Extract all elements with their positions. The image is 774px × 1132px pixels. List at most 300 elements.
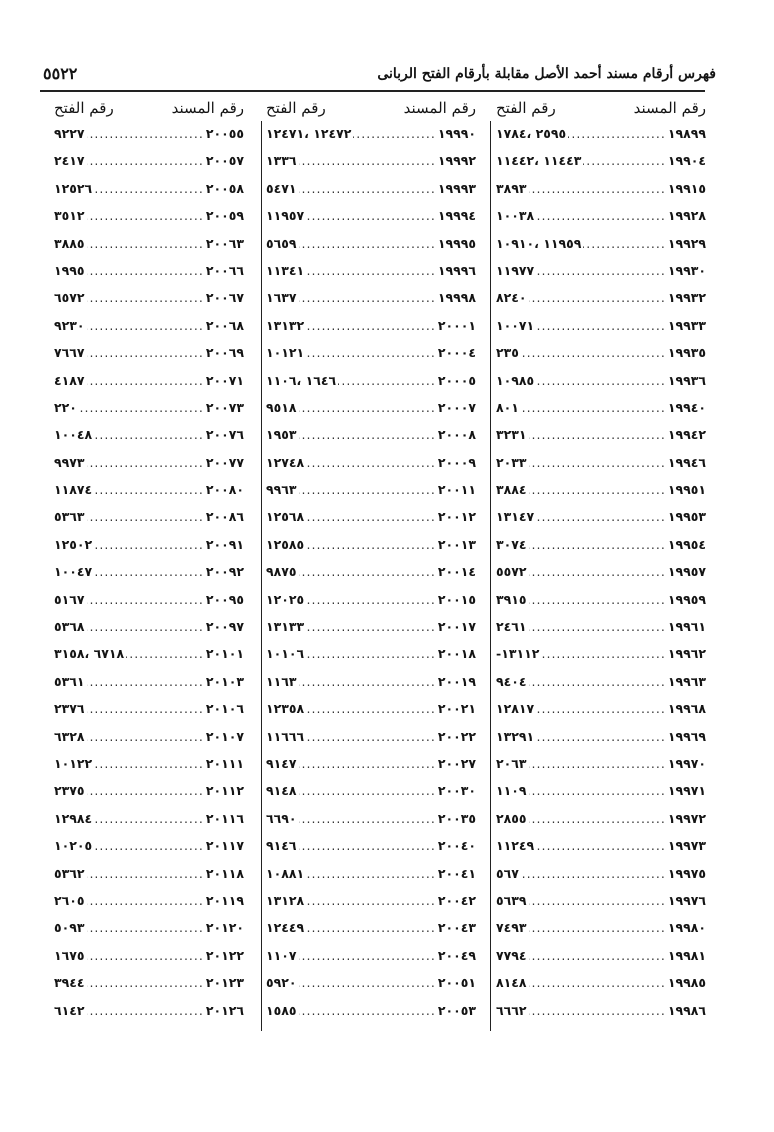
fath-number: ١١٩٧٧ [496,262,535,278]
musnad-number: ٢٠٠٩٧ [205,619,244,635]
fath-number: ٤١٨٧ [54,372,85,388]
dot-leader [87,367,204,394]
musnad-number: ٢٠٠٦٨ [205,317,244,333]
musnad-number: ١٩٩٨٥ [667,975,706,991]
index-row [54,312,244,339]
dot-leader [529,668,666,695]
index-row [496,230,706,257]
index-row [266,777,476,804]
fath-number: ١١٩٥٧ [266,208,305,224]
index-row [54,339,244,366]
dot-leader [87,147,204,174]
musnad-number: ١٩٩٩٤ [437,208,476,224]
dot-leader [299,476,436,503]
musnad-number: ١٩٩٠٤ [667,153,706,169]
fath-number: ٥٠٩٣ [54,920,85,936]
musnad-number: ١٩٩٤٦ [667,454,706,470]
musnad-number: ٢٠٠١٣ [437,536,476,552]
index-row [266,613,476,640]
fath-number: ١٠٠٧١ [496,317,535,333]
index-row [496,394,706,421]
index-row [266,558,476,585]
musnad-number: ٢٠٠٢٢ [437,728,476,744]
dot-leader [536,367,666,394]
fath-number: ١٦٤٦ ،١١٠٦ [266,372,337,388]
index-row [54,695,244,722]
fath-number: ١٩٩٥ [54,262,85,278]
musnad-number: ٢٠٠٥٨ [205,180,244,196]
index-row [266,421,476,448]
musnad-number: ١٩٩٩٠ [437,126,476,141]
fath-number: ٢٠٣٣ [496,454,527,470]
fath-number: ١١٦٦٦ [266,728,305,744]
index-row [266,394,476,421]
fath-number: ٩١٤٧ [266,755,297,771]
dot-leader [568,120,666,147]
musnad-number: ٢٠٠٩١ [205,536,244,552]
musnad-number: ٢٠٠١٨ [437,646,476,662]
index-row [266,997,476,1024]
dot-leader [87,777,204,804]
fath-number: ١٣١٢٨ [266,892,305,908]
fath-number: ١٢٠٢٥ [266,591,305,607]
index-row [496,613,706,640]
fath-number: ١٢٥٨٥ [266,536,305,552]
fath-number: ٨١٤٨ [496,975,527,991]
fath-number: ٢٤١٧ [54,153,85,169]
fath-number: ٦٥٧٢ [54,290,85,306]
fath-number: ٧٦٦٧ [54,345,85,361]
dot-leader [536,832,666,859]
index-row [54,394,244,421]
fath-number: ٩٩٦٣ [266,482,297,498]
index-row [496,695,706,722]
musnad-number: ٢٠٠٣٠ [437,783,476,799]
musnad-number: ٢٠٠١٧ [437,619,476,635]
dot-leader [529,586,666,613]
dot-leader [87,257,204,284]
dot-leader [306,449,436,476]
dot-leader [299,558,436,585]
musnad-number: ٢٠٠٤٣ [437,920,476,936]
musnad-number: ٢٠٠٧١ [205,372,244,388]
dot-leader [521,860,666,887]
fath-number: ٩٤٠٤ [496,673,527,689]
dot-leader [87,997,204,1024]
header-musnad-label: رقم المسند [403,99,476,117]
musnad-number: ٢٠١٠١ [205,646,244,662]
index-row [54,367,244,394]
index-row [266,668,476,695]
index-row [496,120,706,147]
dot-leader [536,202,666,229]
dot-leader [94,175,204,202]
fath-number: ٥٣٦٢ [54,865,85,881]
fath-number: ١٣١١٢- [496,646,540,662]
index-row [54,969,244,996]
dot-leader [306,695,436,722]
fath-number: ٦٦٦٢ [496,1002,527,1018]
musnad-number: ٢٠٠٢٧ [437,755,476,771]
dot-leader [306,257,436,284]
musnad-number: ١٩٩٦٢ [667,646,706,662]
dot-leader [94,805,204,832]
musnad-number: ١٩٩٢٩ [667,235,706,251]
fath-number: ١٠٢٠٥ [54,838,93,854]
fath-number: ٥٣٦٨ [54,619,85,635]
dot-leader [87,668,204,695]
dot-leader [299,668,436,695]
musnad-number: ٢٠٠٠٧ [437,399,476,415]
fath-number: ١٢٩٨٤ [54,810,93,826]
dot-leader [94,476,204,503]
dot-leader [299,777,436,804]
index-row [496,531,706,558]
dot-leader [87,695,204,722]
musnad-number: ١٩٩٨٠ [667,920,706,936]
index-row [266,230,476,257]
musnad-number: ١٩٩١٥ [667,180,706,196]
fath-number: ٢٣٥ [496,345,519,361]
musnad-number: ٢٠٠١٥ [437,591,476,607]
musnad-number: ٢٠٠٠١ [437,317,476,333]
musnad-number: ١٩٩٧٢ [667,810,706,826]
dot-leader [299,750,436,777]
musnad-number: ٢٠١١٧ [205,838,244,854]
fath-number: ١١٣٤١ [266,262,305,278]
fath-number: ١٢٥٠٢ [54,536,93,552]
index-row [496,147,706,174]
musnad-number: ١٩٩٧٠ [667,755,706,771]
fath-number: ١٣٣٦ [266,153,297,169]
index-row [54,860,244,887]
dot-leader [94,531,204,558]
musnad-number: ٢٠٠٤٩ [437,947,476,963]
musnad-number: ١٩٩٩٢ [437,153,476,169]
fath-number: ٢٠٦٣ [496,755,527,771]
index-row [266,750,476,777]
dot-leader [87,887,204,914]
fath-number: ٢٣٧٥ [54,783,85,799]
dot-leader [306,887,436,914]
dot-leader [306,312,436,339]
index-row [496,750,706,777]
index-row [54,805,244,832]
dot-leader [338,367,436,394]
fath-number: ٩٢٢٧ [54,126,85,141]
dot-leader [87,723,204,750]
dot-leader [536,312,666,339]
index-row [54,257,244,284]
fath-number: ٣٥١٢ [54,208,85,224]
fath-number: ٩٢٣٠ [54,317,85,333]
index-row [496,284,706,311]
index-row [266,860,476,887]
dot-leader [583,147,665,174]
fath-number: ٣٢٣١ [496,427,527,443]
index-row [496,175,706,202]
musnad-number: ٢٠١٢٦ [205,1002,244,1018]
dot-leader [306,613,436,640]
musnad-number: ٢٠٠٤٢ [437,892,476,908]
musnad-number: ٢٠٠٣٥ [437,810,476,826]
musnad-number: ٢٠٠١٢ [437,509,476,525]
musnad-number: ٢٠١١٦ [205,810,244,826]
index-row [54,887,244,914]
dot-leader [306,339,436,366]
fath-number: ٦٦٩٠ [266,810,297,826]
musnad-number: ١٩٩٣٢ [667,290,706,306]
fath-number: ١١٢٤٩ [496,838,535,854]
dot-leader [521,339,666,366]
musnad-number: ٢٠١٢٠ [205,920,244,936]
dot-leader [306,914,436,941]
dot-leader [87,586,204,613]
index-row [54,832,244,859]
header-rule [40,90,705,92]
musnad-number: ١٩٩٨٦ [667,1002,706,1018]
musnad-number: ٢٠٠١٩ [437,673,476,689]
fath-number: ٢٨٥٥ [496,810,527,826]
index-row [266,503,476,530]
fath-number: ١١٨٧٤ [54,482,93,498]
fath-number: ٩٥١٨ [266,399,297,415]
header-musnad-label: رقم المسند [171,99,244,117]
musnad-number: ٢٠٠٦٦ [205,262,244,278]
index-row [54,421,244,448]
musnad-number: ١٩٩٥٩ [667,591,706,607]
musnad-number: ٢٠٠١٤ [437,564,476,580]
fath-number: ١١٦٣ [266,673,297,689]
index-row [266,914,476,941]
musnad-number: ١٩٩٥٣ [667,509,706,525]
fath-number: ١١٤٤٣ ،١١٤٤٢ [496,153,582,169]
musnad-number: ١٩٩٢٨ [667,208,706,224]
musnad-number: ٢٠٠٨٠ [205,482,244,498]
dot-leader [529,750,666,777]
fath-number: ١٦٧٥ [54,947,85,963]
dot-leader [306,586,436,613]
musnad-number: ١٩٩٦١ [667,619,706,635]
fath-number: ١٠٩٨٥ [496,372,535,388]
musnad-number: ١٩٩٦٨ [667,701,706,717]
dot-leader [529,449,666,476]
dot-leader [306,503,436,530]
index-row [496,421,706,448]
fath-number: ٢٣٧٦ [54,701,85,717]
fath-number: ٩١٤٦ [266,838,297,854]
index-column-1 [496,96,706,1024]
fath-number: ١٢٥٢٦ [54,180,93,196]
musnad-number: ٢٠٠٩٥ [205,591,244,607]
index-row [54,503,244,530]
dot-leader [536,257,666,284]
dot-leader [87,860,204,887]
musnad-number: ١٩٩٣٣ [667,317,706,333]
index-row [496,805,706,832]
musnad-number: ١٩٩٧٦ [667,892,706,908]
fath-number: ٥٦٣٩ [496,892,527,908]
fath-number: ١٠٠٣٨ [496,208,535,224]
index-row [496,997,706,1024]
fath-number: ١٢٧٤٨ [266,454,305,470]
index-column-3 [54,96,244,1024]
index-row [54,230,244,257]
musnad-number: ١٩٩٥٧ [667,564,706,580]
dot-leader [299,805,436,832]
dot-leader [529,175,666,202]
dot-leader [87,339,204,366]
musnad-number: ٢٠١١١ [205,755,244,771]
fath-number: ١٣١٣٢ [266,317,305,333]
index-row [54,914,244,941]
index-row [496,449,706,476]
index-row [266,367,476,394]
index-row [496,860,706,887]
index-row [266,449,476,476]
index-row [266,695,476,722]
musnad-number: ٢٠٠٥٥ [205,126,244,141]
index-row [266,284,476,311]
index-row [54,531,244,558]
index-row [496,558,706,585]
fath-number: ١٠٠٤٨ [54,427,93,443]
musnad-number: ٢٠١٢٢ [205,947,244,963]
musnad-number: ١٩٩٩٣ [437,180,476,196]
musnad-number: ١٩٩٩٦ [437,262,476,278]
fath-number: ١٠١٢٢ [54,755,93,771]
fath-number: ١٦٣٧ [266,290,297,306]
musnad-number: ٢٠٠٦٩ [205,345,244,361]
fath-number: ١٠٠٤٧ [54,564,93,580]
fath-number: ٨٠١ [496,399,519,415]
dot-leader [536,695,666,722]
fath-number: ٩١٤٨ [266,783,297,799]
index-row [54,202,244,229]
index-row [54,147,244,174]
fath-number: ٥٣٦١ [54,673,85,689]
index-row [54,120,244,147]
fath-number: ٣٩١٥ [496,591,527,607]
dot-leader [299,175,436,202]
musnad-number: ٢٠٠٨٦ [205,509,244,525]
index-row [496,942,706,969]
index-row [266,969,476,996]
header-fath-label: رقم الفتح [54,99,114,117]
fath-number: ١٢٤٤٩ [266,920,305,936]
dot-leader [94,421,204,448]
fath-number: ٦٣٢٨ [54,728,85,744]
fath-number: ٨٢٤٠ [496,290,527,306]
musnad-number: ١٩٩٤٢ [667,427,706,443]
index-row [496,476,706,503]
fath-number: ٥٥٧٢ [496,564,527,580]
dot-leader [87,230,204,257]
musnad-number: ٢٠٠٧٧ [205,454,244,470]
index-row [54,558,244,585]
dot-leader [529,777,666,804]
index-row [54,284,244,311]
fath-number: ١١٠٧ [266,947,297,963]
index-row [266,805,476,832]
fath-number: ٣٨٨٤ [496,482,527,498]
musnad-number: ١٩٩٥٤ [667,536,706,552]
musnad-number: ٢٠٠٦٣ [205,235,244,251]
fath-number: ٣٠٧٤ [496,536,527,552]
index-row [266,312,476,339]
index-row [266,202,476,229]
fath-number: ٩٨٧٥ [266,564,297,580]
musnad-number: ٢٠٠٤١ [437,865,476,881]
dot-leader [583,230,665,257]
fath-number: ١٣١٣٣ [266,619,305,635]
fath-number: ٢٤٦١ [496,619,527,635]
fath-number: ٥٤٧١ [266,180,297,196]
dot-leader [536,503,666,530]
index-row [54,750,244,777]
dot-leader [529,887,666,914]
index-row [496,339,706,366]
dot-leader [529,613,666,640]
index-row [266,339,476,366]
dot-leader [529,476,666,503]
dot-leader [306,531,436,558]
dot-leader [299,284,436,311]
dot-leader [87,503,204,530]
fath-number: ١٣٢٩١ [496,728,535,744]
fath-number: ١٠٨٨١ [266,865,305,881]
fath-number: ٥٦٧ [496,865,519,881]
musnad-number: ٢٠١٠٦ [205,701,244,717]
musnad-number: ١٩٩٣٥ [667,345,706,361]
index-row [266,175,476,202]
musnad-number: ١٩٩٧١ [667,783,706,799]
index-row [496,969,706,996]
index-row [54,723,244,750]
musnad-number: ٢٠٠٥٣ [437,1002,476,1018]
dot-leader [126,640,204,667]
musnad-number: ١٩٩٧٣ [667,838,706,854]
musnad-number: ٢٠٠٥٩ [205,208,244,224]
dot-leader [529,969,666,996]
musnad-number: ٢٠١١٢ [205,783,244,799]
fath-number: ٥٣٦٣ [54,509,85,525]
fath-number: ١١٩٥٩ ،١٠٩١٠ [496,235,582,251]
index-row [266,531,476,558]
dot-leader [87,202,204,229]
musnad-number: ٢٠٠٤٠ [437,838,476,854]
musnad-number: ١٩٩٥١ [667,482,706,498]
musnad-number: ٢٠٠١١ [437,482,476,498]
fath-number: ١٩٥٣ [266,427,297,443]
dot-leader [87,942,204,969]
musnad-number: ١٩٨٩٩ [667,126,706,141]
index-row [54,668,244,695]
dot-leader [299,997,436,1024]
index-row [496,723,706,750]
fath-number: ٧٤٩٣ [496,920,527,936]
dot-leader [94,750,204,777]
fath-number: ٥٩٢٠ [266,975,297,991]
dot-leader [299,942,436,969]
dot-leader [353,120,435,147]
fath-number: ٥٦٥٩ [266,235,297,251]
dot-leader [87,914,204,941]
fath-number: ٥١٦٧ [54,591,85,607]
musnad-number: ٢٠٠٠٩ [437,454,476,470]
musnad-number: ١٩٩٦٣ [667,673,706,689]
dot-leader [306,202,436,229]
